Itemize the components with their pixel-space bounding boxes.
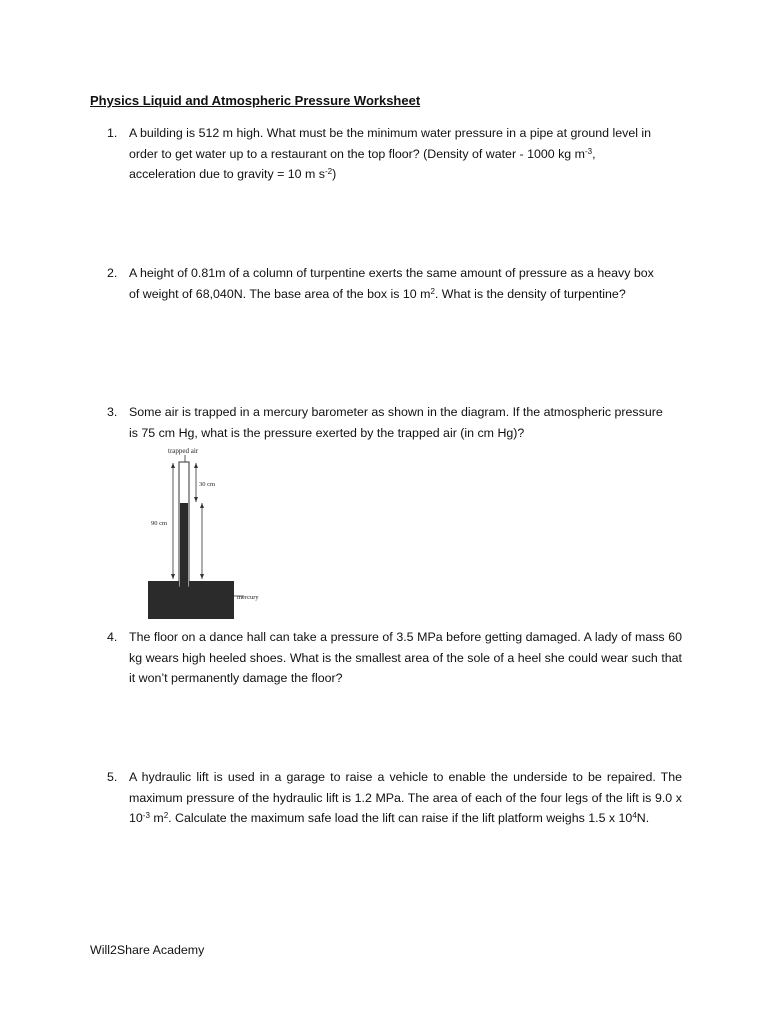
question-line: order to get water up to a restaurant on the top floor? (Density of water - 1000 kg $m^{-3}$, <box>129 146 596 161</box>
question-number: 4. <box>107 630 118 644</box>
question-text <box>129 263 682 304</box>
question-text: A hydraulic lift is used in a garage to raise a vehicle to enable the underside to be repaired. The maximum pressure of the hydraulic lift is 1.2 MPa. The area of each of the four legs of the lift is 9.0 x $10^{-3}$ $m^2$. Calculate the maximum safe load the lift can raise if the lift platform weighs 1.5 x $10^4N$. <box>129 770 682 825</box>
label-90cm: 90 cm <box>151 520 168 527</box>
footer-academy: Will2Share Academy <box>90 943 205 957</box>
question-line: of weight of 68,040N. The base area of the box is 10 $m^2$. What is the density of turpentine? <box>129 286 626 301</box>
question-number: 1. <box>107 126 118 140</box>
question-number: 3. <box>107 405 118 419</box>
barometer-diagram <box>140 446 290 622</box>
question-line: Some air is trapped in a mercury barometer as shown in the diagram. If the atmospheric pressure <box>129 405 663 419</box>
worksheet-title: Physics Liquid and Atmospheric Pressure Worksheet <box>90 93 421 108</box>
question-line: is 75 cm Hg, what is the pressure exerted by the trapped air (in cm Hg)? <box>129 425 525 440</box>
question-number: 2. <box>107 266 118 280</box>
trapped-air-label: trapped air <box>168 447 199 455</box>
mercury-column <box>180 503 188 587</box>
question-line: A height of 0.81m of a column of turpentine exerts the same amount of pressure as a heavy box <box>129 266 654 280</box>
question-line: acceleration due to gravity = 10 m $s^{-2}$) <box>129 167 337 181</box>
question-text <box>129 402 682 443</box>
question-text: The floor on a dance hall can take a pressure of 3.5 MPa before getting damaged. A lady of mass 60 kg wears high heeled shoes. What is the smallest area of the sole of a heel she could wear such that it won’t permanently damage the floor? <box>129 630 682 685</box>
label-30cm: 30 cm <box>199 481 216 488</box>
question-number: 5. <box>107 770 118 784</box>
mercury-label: mercury <box>237 594 259 601</box>
mercury-reservoir <box>148 581 234 619</box>
question-line: A building is 512 m high. What must be the minimum water pressure in a pipe at ground level in <box>129 126 652 140</box>
question-text <box>129 123 682 185</box>
